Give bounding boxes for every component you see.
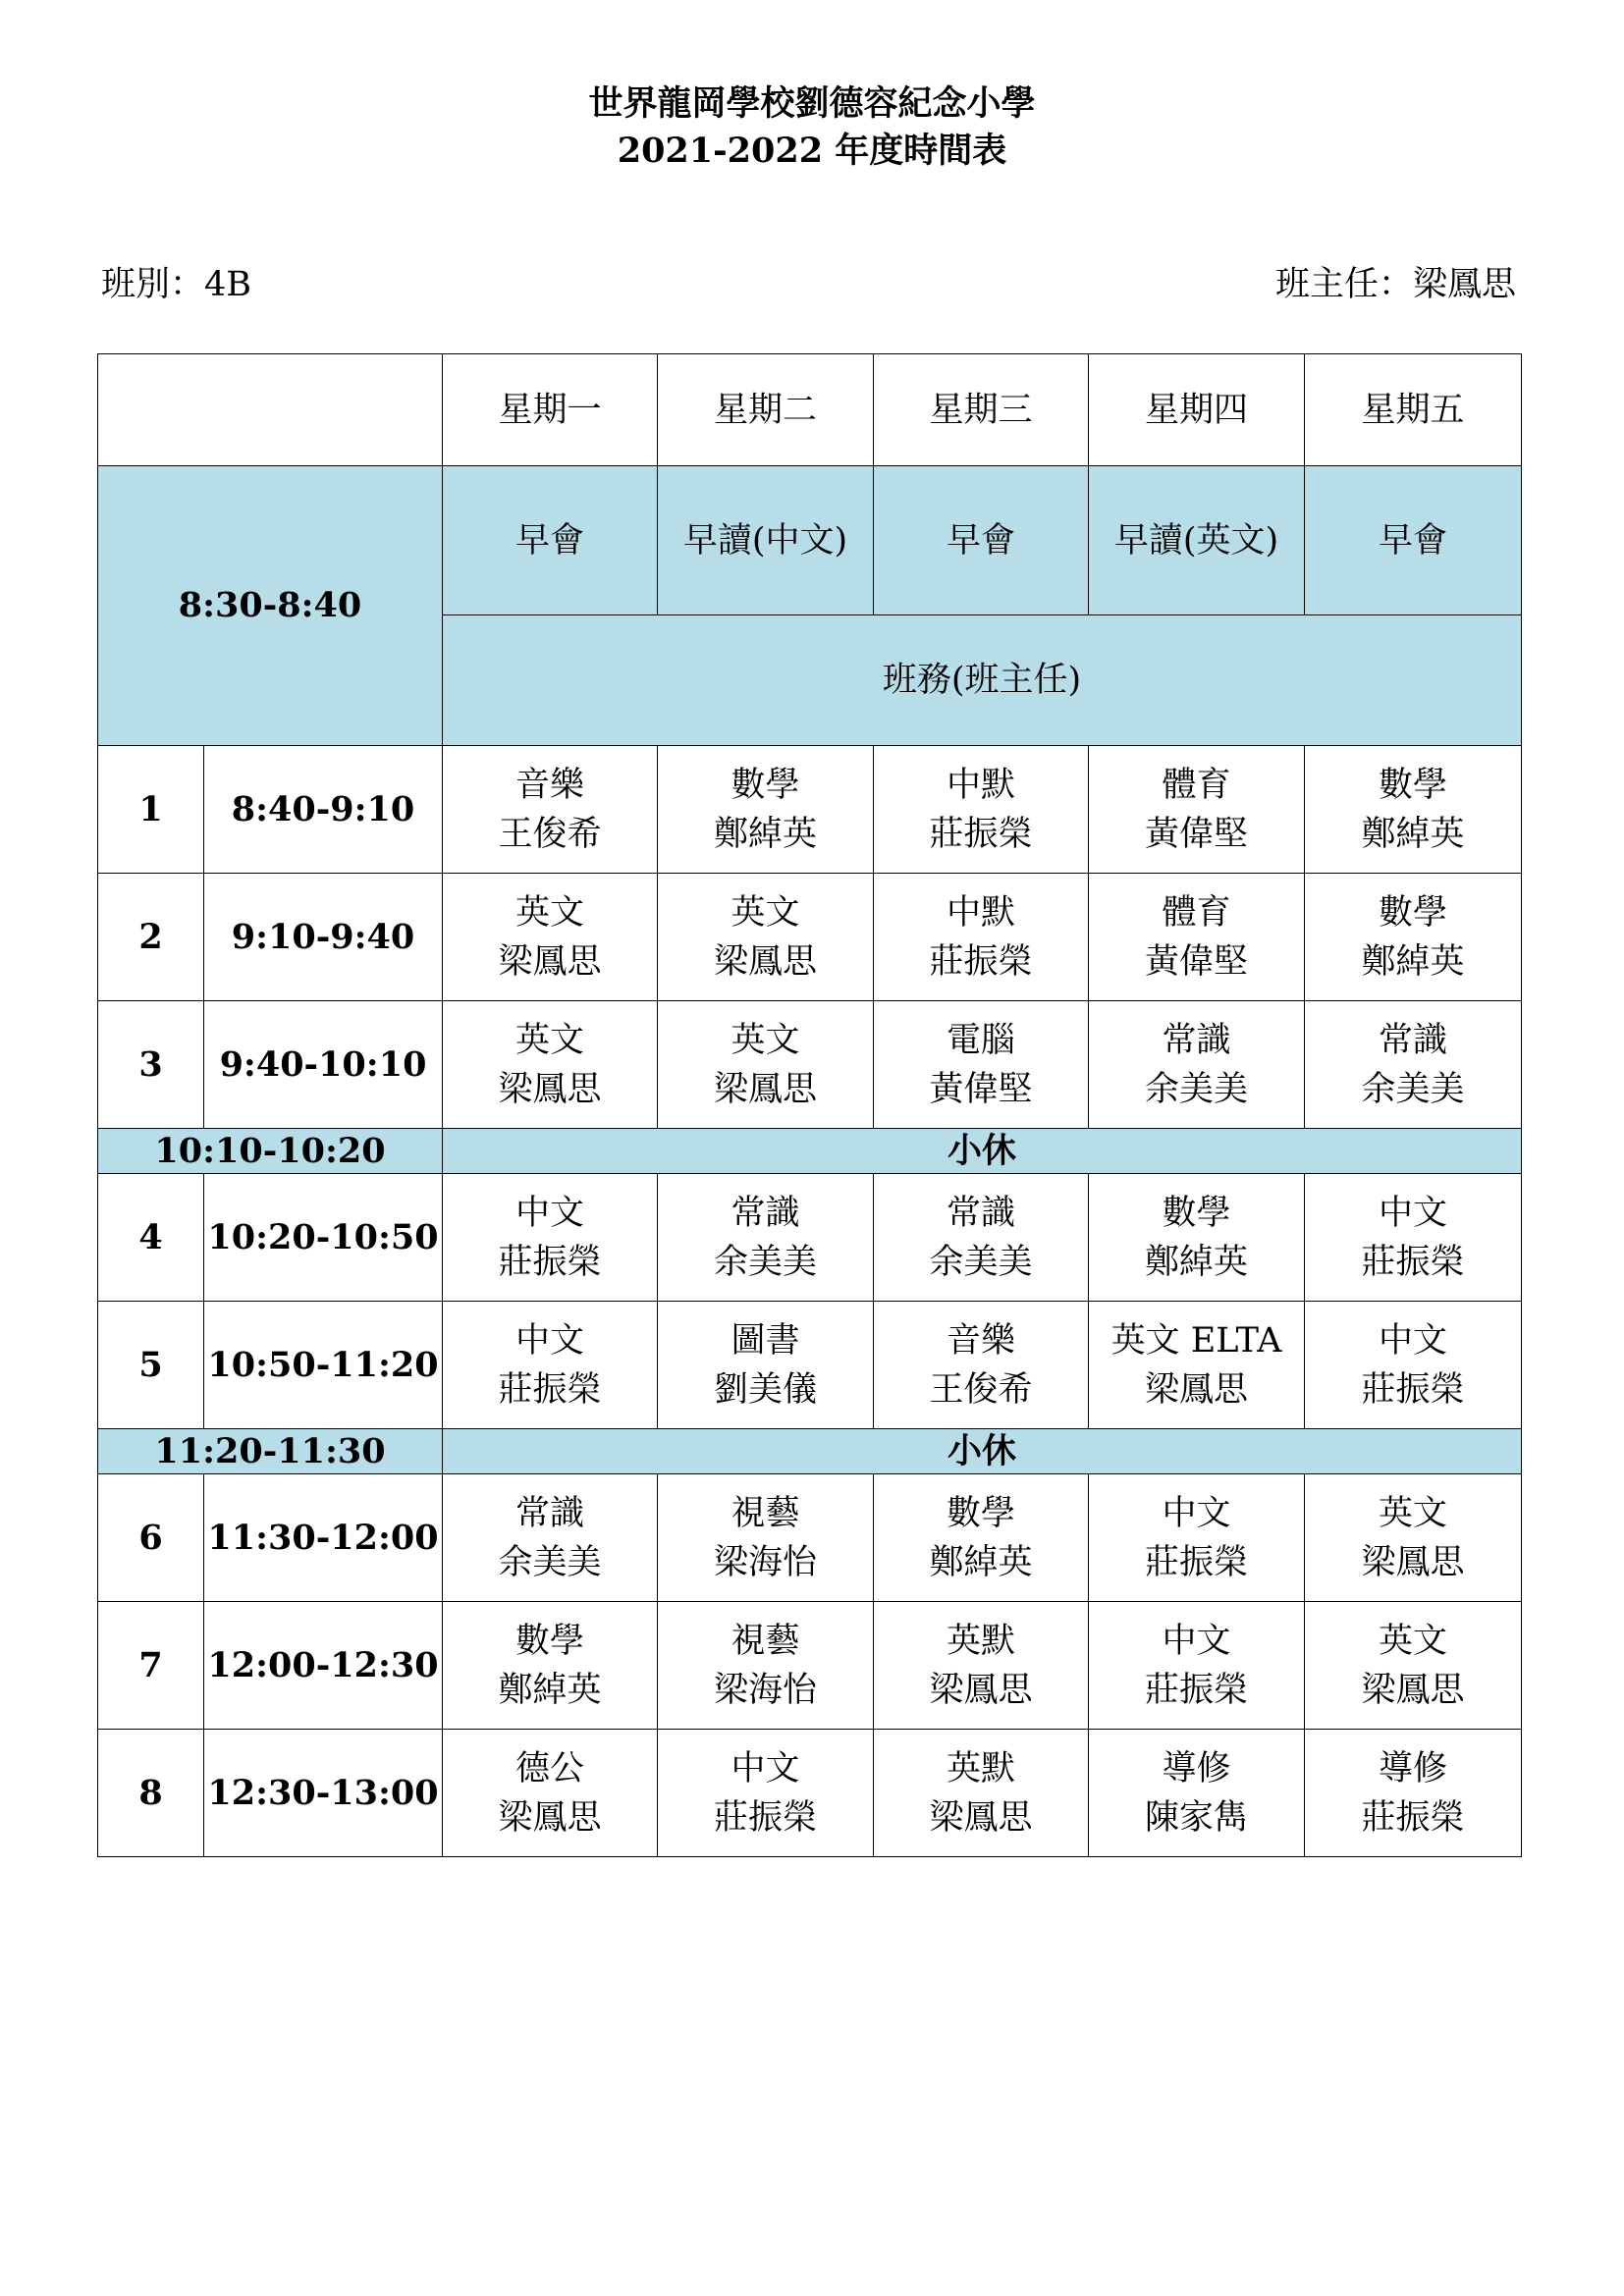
lesson-teacher: 鄭綽英 [498, 1670, 602, 1710]
lesson-teacher: 余美美 [1361, 1069, 1465, 1109]
lesson-cell [1305, 1302, 1522, 1429]
period-number: 4 [98, 1174, 204, 1302]
lesson-teacher: 梁海怡 [713, 1670, 817, 1710]
period-row [98, 746, 1522, 874]
period-number: 3 [98, 1001, 204, 1129]
lesson-cell [1089, 746, 1305, 874]
lesson-subject: 英默 [946, 1748, 1015, 1789]
lesson-subject: 中文 [1162, 1621, 1231, 1661]
lesson-subject: 體育 [1162, 892, 1231, 933]
lesson-teacher: 梁鳳思 [498, 1069, 602, 1109]
lesson-cell [1089, 1174, 1305, 1302]
timetable [97, 353, 1522, 1857]
lesson-subject: 英文 [1378, 1621, 1447, 1661]
lesson-cell [874, 874, 1089, 1001]
lesson-cell [658, 1001, 874, 1129]
lesson-cell [874, 1174, 1089, 1302]
lesson-teacher: 梁鳳思 [929, 1670, 1033, 1710]
day-header: 星期一 [443, 354, 658, 466]
lesson-teacher: 莊振榮 [1361, 1797, 1465, 1838]
lesson-teacher: 鄭綽英 [713, 814, 817, 854]
lesson-subject: 導修 [1162, 1748, 1231, 1789]
lesson-teacher: 莊振榮 [498, 1242, 602, 1282]
lesson-cell [658, 1602, 874, 1730]
period-row [98, 874, 1522, 1001]
lesson-subject: 視藝 [731, 1621, 800, 1661]
lesson-subject: 常識 [514, 1493, 584, 1533]
lesson-teacher: 鄭綽英 [1144, 1242, 1248, 1282]
lesson-subject: 數學 [731, 765, 800, 805]
morning-activity-row [98, 466, 1522, 615]
morning-activity: 早會 [874, 466, 1089, 615]
lesson-teacher: 鄭綽英 [1361, 814, 1465, 854]
period-row [98, 1474, 1522, 1602]
lesson-subject: 中文 [514, 1193, 584, 1233]
lesson-cell [443, 874, 658, 1001]
lesson-subject: 中文 [731, 1748, 800, 1789]
lesson-cell [1305, 1001, 1522, 1129]
lesson-cell [1305, 1602, 1522, 1730]
lesson-teacher: 梁海怡 [713, 1542, 817, 1582]
lesson-teacher: 梁鳳思 [498, 941, 602, 982]
lesson-subject: 常識 [731, 1193, 800, 1233]
lesson-teacher: 梁鳳思 [713, 1069, 817, 1109]
lesson-teacher: 王俊希 [929, 1369, 1033, 1410]
lesson-cell [443, 746, 658, 874]
lesson-cell [874, 1730, 1089, 1857]
period-row [98, 1001, 1522, 1129]
lesson-subject: 視藝 [731, 1493, 800, 1533]
lesson-teacher: 梁鳳思 [1361, 1670, 1465, 1710]
lesson-teacher: 莊振榮 [929, 814, 1033, 854]
period-row [98, 1302, 1522, 1429]
corner-cell [98, 354, 443, 466]
lesson-subject: 常識 [1378, 1020, 1447, 1060]
day-header: 星期四 [1089, 354, 1305, 466]
lesson-subject: 數學 [1378, 765, 1447, 805]
morning-activity: 早讀(英文) [1089, 466, 1305, 615]
lesson-subject: 英文 ELTA [1110, 1320, 1282, 1361]
lesson-cell [1305, 1730, 1522, 1857]
lesson-cell [874, 1302, 1089, 1429]
lesson-teacher: 莊振榮 [929, 941, 1033, 982]
lesson-teacher: 王俊希 [498, 814, 602, 854]
lesson-cell [1089, 1730, 1305, 1857]
lesson-subject: 體育 [1162, 765, 1231, 805]
lesson-cell [1305, 874, 1522, 1001]
period-time: 11:30-12:00 [204, 1474, 443, 1602]
lesson-teacher: 劉美儀 [713, 1369, 817, 1410]
lesson-cell [658, 1174, 874, 1302]
lesson-cell [658, 1730, 874, 1857]
lesson-subject: 德公 [514, 1748, 584, 1789]
lesson-teacher: 余美美 [929, 1242, 1033, 1282]
lesson-subject: 中文 [514, 1320, 584, 1361]
lesson-teacher: 黃偉堅 [1144, 941, 1248, 982]
lesson-subject: 中文 [1378, 1193, 1447, 1233]
morning-activity: 早讀(中文) [658, 466, 874, 615]
lesson-teacher: 莊振榮 [1144, 1542, 1248, 1582]
lesson-cell [1089, 1602, 1305, 1730]
lesson-teacher: 陳家雋 [1144, 1797, 1248, 1838]
lesson-subject: 圖書 [731, 1320, 800, 1361]
lesson-cell [658, 746, 874, 874]
lesson-teacher: 余美美 [1144, 1069, 1248, 1109]
lesson-cell [443, 1474, 658, 1602]
lesson-subject: 英文 [514, 892, 584, 933]
lesson-cell [1089, 1474, 1305, 1602]
lesson-subject: 英文 [514, 1020, 584, 1060]
lesson-subject: 英文 [731, 1020, 800, 1060]
break-row [98, 1129, 1522, 1174]
lesson-teacher: 余美美 [498, 1542, 602, 1582]
period-number: 2 [98, 874, 204, 1001]
morning-activity: 早會 [443, 466, 658, 615]
period-time: 12:30-13:00 [204, 1730, 443, 1857]
lesson-teacher: 梁鳳思 [1361, 1542, 1465, 1582]
lesson-subject: 常識 [1162, 1020, 1231, 1060]
lesson-teacher: 梁鳳思 [1144, 1369, 1248, 1410]
lesson-subject: 英默 [946, 1621, 1015, 1661]
lesson-subject: 中文 [1162, 1493, 1231, 1533]
break-time: 11:20-11:30 [98, 1429, 443, 1474]
lesson-cell [443, 1730, 658, 1857]
lesson-cell [874, 1474, 1089, 1602]
lesson-cell [443, 1001, 658, 1129]
lesson-teacher: 莊振榮 [1144, 1670, 1248, 1710]
morning-activity: 早會 [1305, 466, 1522, 615]
break-label: 小休 [443, 1429, 1522, 1474]
lesson-subject: 音樂 [946, 1320, 1015, 1361]
period-time: 10:20-10:50 [204, 1174, 443, 1302]
period-time: 10:50-11:20 [204, 1302, 443, 1429]
lesson-cell [1089, 874, 1305, 1001]
lesson-subject: 英文 [731, 892, 800, 933]
lesson-teacher: 黃偉堅 [929, 1069, 1033, 1109]
period-number: 5 [98, 1302, 204, 1429]
break-time: 10:10-10:20 [98, 1129, 443, 1174]
lesson-subject: 中默 [946, 765, 1015, 805]
lesson-teacher: 余美美 [713, 1242, 817, 1282]
day-header: 星期五 [1305, 354, 1522, 466]
period-time: 8:40-9:10 [204, 746, 443, 874]
timetable-year-title: 2021-2022 年度時間表 [617, 131, 1007, 171]
lesson-subject: 電腦 [946, 1020, 1015, 1060]
lesson-teacher: 梁鳳思 [929, 1797, 1033, 1838]
period-time: 12:00-12:30 [204, 1602, 443, 1730]
period-number: 6 [98, 1474, 204, 1602]
day-header: 星期二 [658, 354, 874, 466]
lesson-subject: 英文 [1378, 1493, 1447, 1533]
break-row [98, 1429, 1522, 1474]
lesson-subject: 數學 [514, 1621, 584, 1661]
lesson-teacher: 莊振榮 [1361, 1369, 1465, 1410]
class-info: 班別：4B [101, 265, 251, 304]
lesson-cell [443, 1602, 658, 1730]
lesson-teacher: 莊振榮 [1361, 1242, 1465, 1282]
period-row [98, 1730, 1522, 1857]
period-row [98, 1174, 1522, 1302]
class-teacher: 班主任：梁鳳思 [1274, 265, 1516, 304]
lesson-cell [874, 1602, 1089, 1730]
period-row [98, 1602, 1522, 1730]
school-name: 世界龍岡學校劉德容紀念小學 [588, 83, 1036, 124]
lesson-cell [658, 1302, 874, 1429]
lesson-subject: 中默 [946, 892, 1015, 933]
lesson-cell [443, 1174, 658, 1302]
lesson-subject: 中文 [1378, 1320, 1447, 1361]
lesson-cell [1305, 1474, 1522, 1602]
period-time: 9:10-9:40 [204, 874, 443, 1001]
lesson-cell [874, 1001, 1089, 1129]
period-time: 9:40-10:10 [204, 1001, 443, 1129]
lesson-cell [658, 874, 874, 1001]
day-header-row [98, 354, 1522, 466]
lesson-cell [1305, 746, 1522, 874]
morning-time: 8:30-8:40 [98, 466, 443, 746]
lesson-subject: 數學 [946, 1493, 1015, 1533]
lesson-cell [1089, 1001, 1305, 1129]
lesson-cell [443, 1302, 658, 1429]
lesson-cell [1089, 1302, 1305, 1429]
lesson-teacher: 梁鳳思 [498, 1797, 602, 1838]
lesson-cell [1305, 1174, 1522, 1302]
period-number: 8 [98, 1730, 204, 1857]
period-number: 1 [98, 746, 204, 874]
lesson-subject: 常識 [946, 1193, 1015, 1233]
lesson-subject: 數學 [1378, 892, 1447, 933]
lesson-subject: 導修 [1378, 1748, 1447, 1789]
lesson-teacher: 莊振榮 [713, 1797, 817, 1838]
class-duty: 班務(班主任) [443, 615, 1522, 746]
break-label: 小休 [443, 1129, 1522, 1174]
lesson-cell [658, 1474, 874, 1602]
lesson-subject: 音樂 [514, 765, 584, 805]
lesson-cell [874, 746, 1089, 874]
period-number: 7 [98, 1602, 204, 1730]
lesson-teacher: 鄭綽英 [929, 1542, 1033, 1582]
lesson-teacher: 莊振榮 [498, 1369, 602, 1410]
lesson-teacher: 黃偉堅 [1144, 814, 1248, 854]
day-header: 星期三 [874, 354, 1089, 466]
lesson-teacher: 鄭綽英 [1361, 941, 1465, 982]
lesson-subject: 數學 [1162, 1193, 1231, 1233]
lesson-teacher: 梁鳳思 [713, 941, 817, 982]
